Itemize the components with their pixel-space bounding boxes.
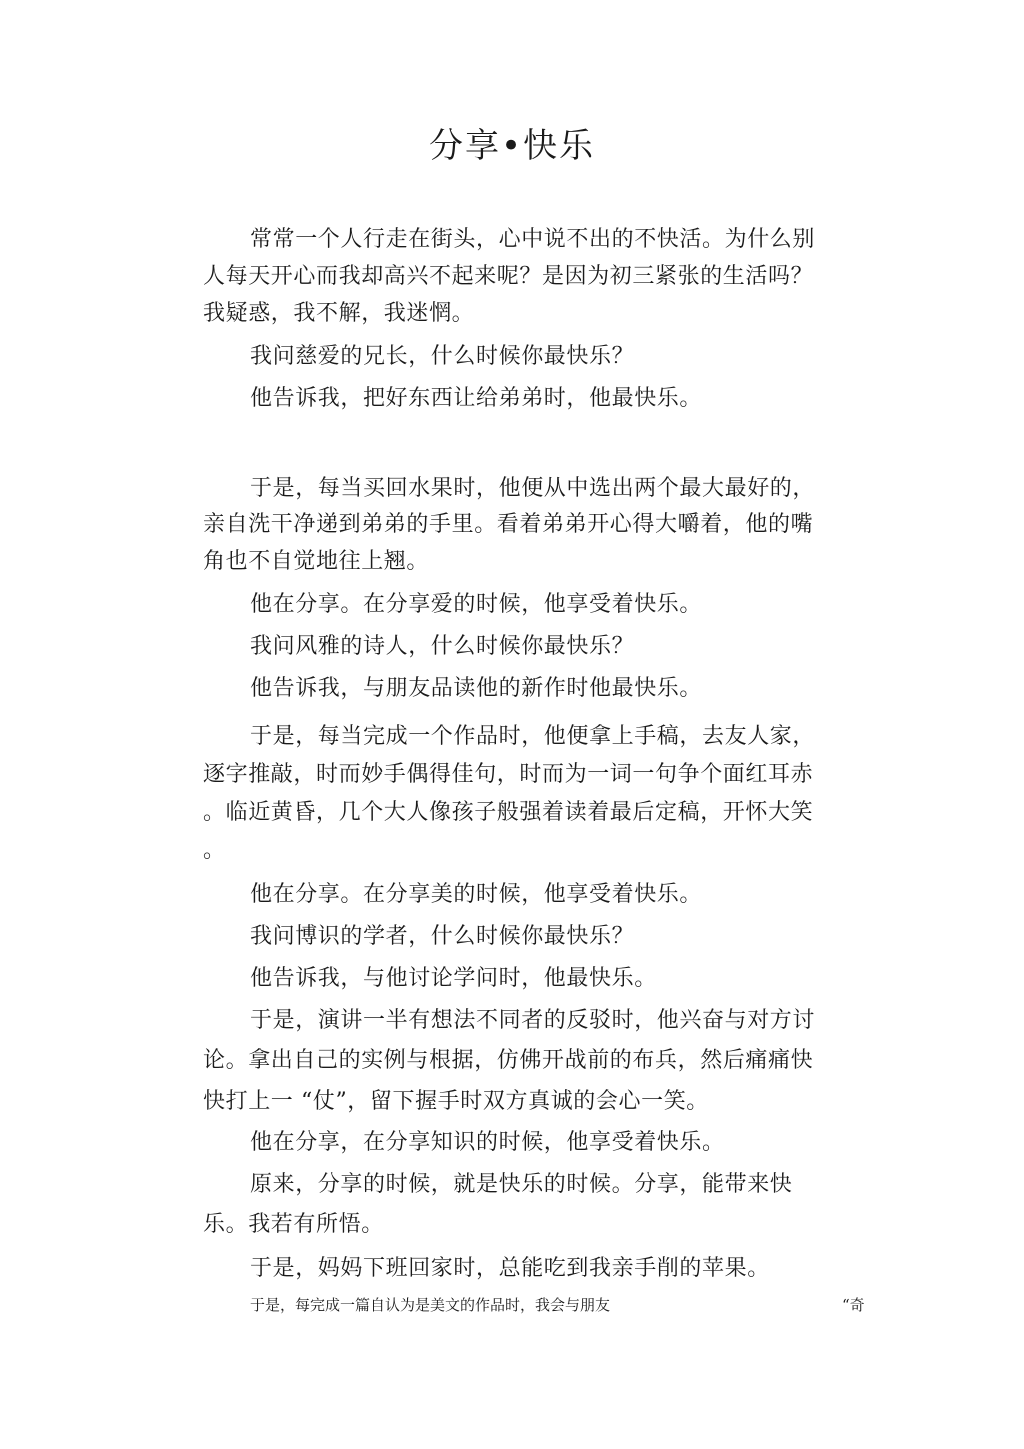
- text-line: 他在分享，在分享知识的时候，他享受着快乐。: [250, 1130, 725, 1155]
- text-line: 我问风雅的诗人，什么时候你最快乐？: [250, 634, 635, 659]
- page-title: 分享•快乐: [428, 126, 596, 166]
- text-line: 于是，演讲一半有想法不同者的反驳时，他兴奋与对方讨: [250, 1008, 816, 1033]
- text-line: 原来，分享的时候，就是快乐的时候。分享，能带来快: [250, 1172, 793, 1197]
- text-line: 角也不自觉地往上翘。: [203, 549, 430, 574]
- text-line: 他在分享。在分享爱的时候，他享受着快乐。: [250, 592, 703, 617]
- text-line: 。: [203, 838, 226, 863]
- text-line: 我问博识的学者，什么时候你最快乐？: [250, 924, 635, 949]
- text-line: 乐。我若有所悟。: [203, 1212, 384, 1237]
- text-line: 逐字推敲，时而妙手偶得佳句，时而为一词一句争个面红耳赤: [203, 762, 814, 787]
- text-line: 于是，每当完成一个作品时，他便拿上手稿，去友人家，: [250, 724, 816, 749]
- text-line: 我疑惑，我不解，我迷惘。: [203, 301, 475, 326]
- text-line: 论。拿出自己的实例与根据，仿佛开战前的布兵，然后痛痛快: [203, 1048, 814, 1073]
- text-line: 于是，妈妈下班回家时，总能吃到我亲手削的苹果。: [250, 1256, 770, 1281]
- text-line: 他告诉我，与朋友品读他的新作时他最快乐。: [250, 676, 703, 701]
- text-line: 亲自洗干净递到弟弟的手里。看着弟弟开心得大嚼着，他的嘴: [203, 512, 814, 537]
- text-line: 于是，每当买回水果时，他便从中选出两个最大最好的，: [250, 476, 816, 501]
- footer-text-right: “奇: [842, 1296, 865, 1314]
- footer-text-left: 于是，每完成一篇自认为是美文的作品时，我会与朋友: [250, 1296, 611, 1314]
- text-line: 常常一个人行走在街头，心中说不出的不快活。为什么别: [250, 227, 816, 252]
- text-line: 。临近黄昏，几个大人像孩子般强着读着最后定稿，开怀大笑: [203, 800, 814, 825]
- text-line: 快打上一 “仗”，留下握手时双方真诚的会心一笑。: [203, 1089, 709, 1114]
- text-line: 他告诉我，把好东西让给弟弟时，他最快乐。: [250, 386, 703, 411]
- text-line: 人每天开心而我却高兴不起来呢？是因为初三紧张的生活吗？: [203, 264, 814, 289]
- text-line: 他告诉我，与他讨论学问时，他最快乐。: [250, 966, 657, 991]
- text-line: 他在分享。在分享美的时候，他享受着快乐。: [250, 882, 703, 907]
- text-line: 我问慈爱的兄长，什么时候你最快乐？: [250, 344, 635, 369]
